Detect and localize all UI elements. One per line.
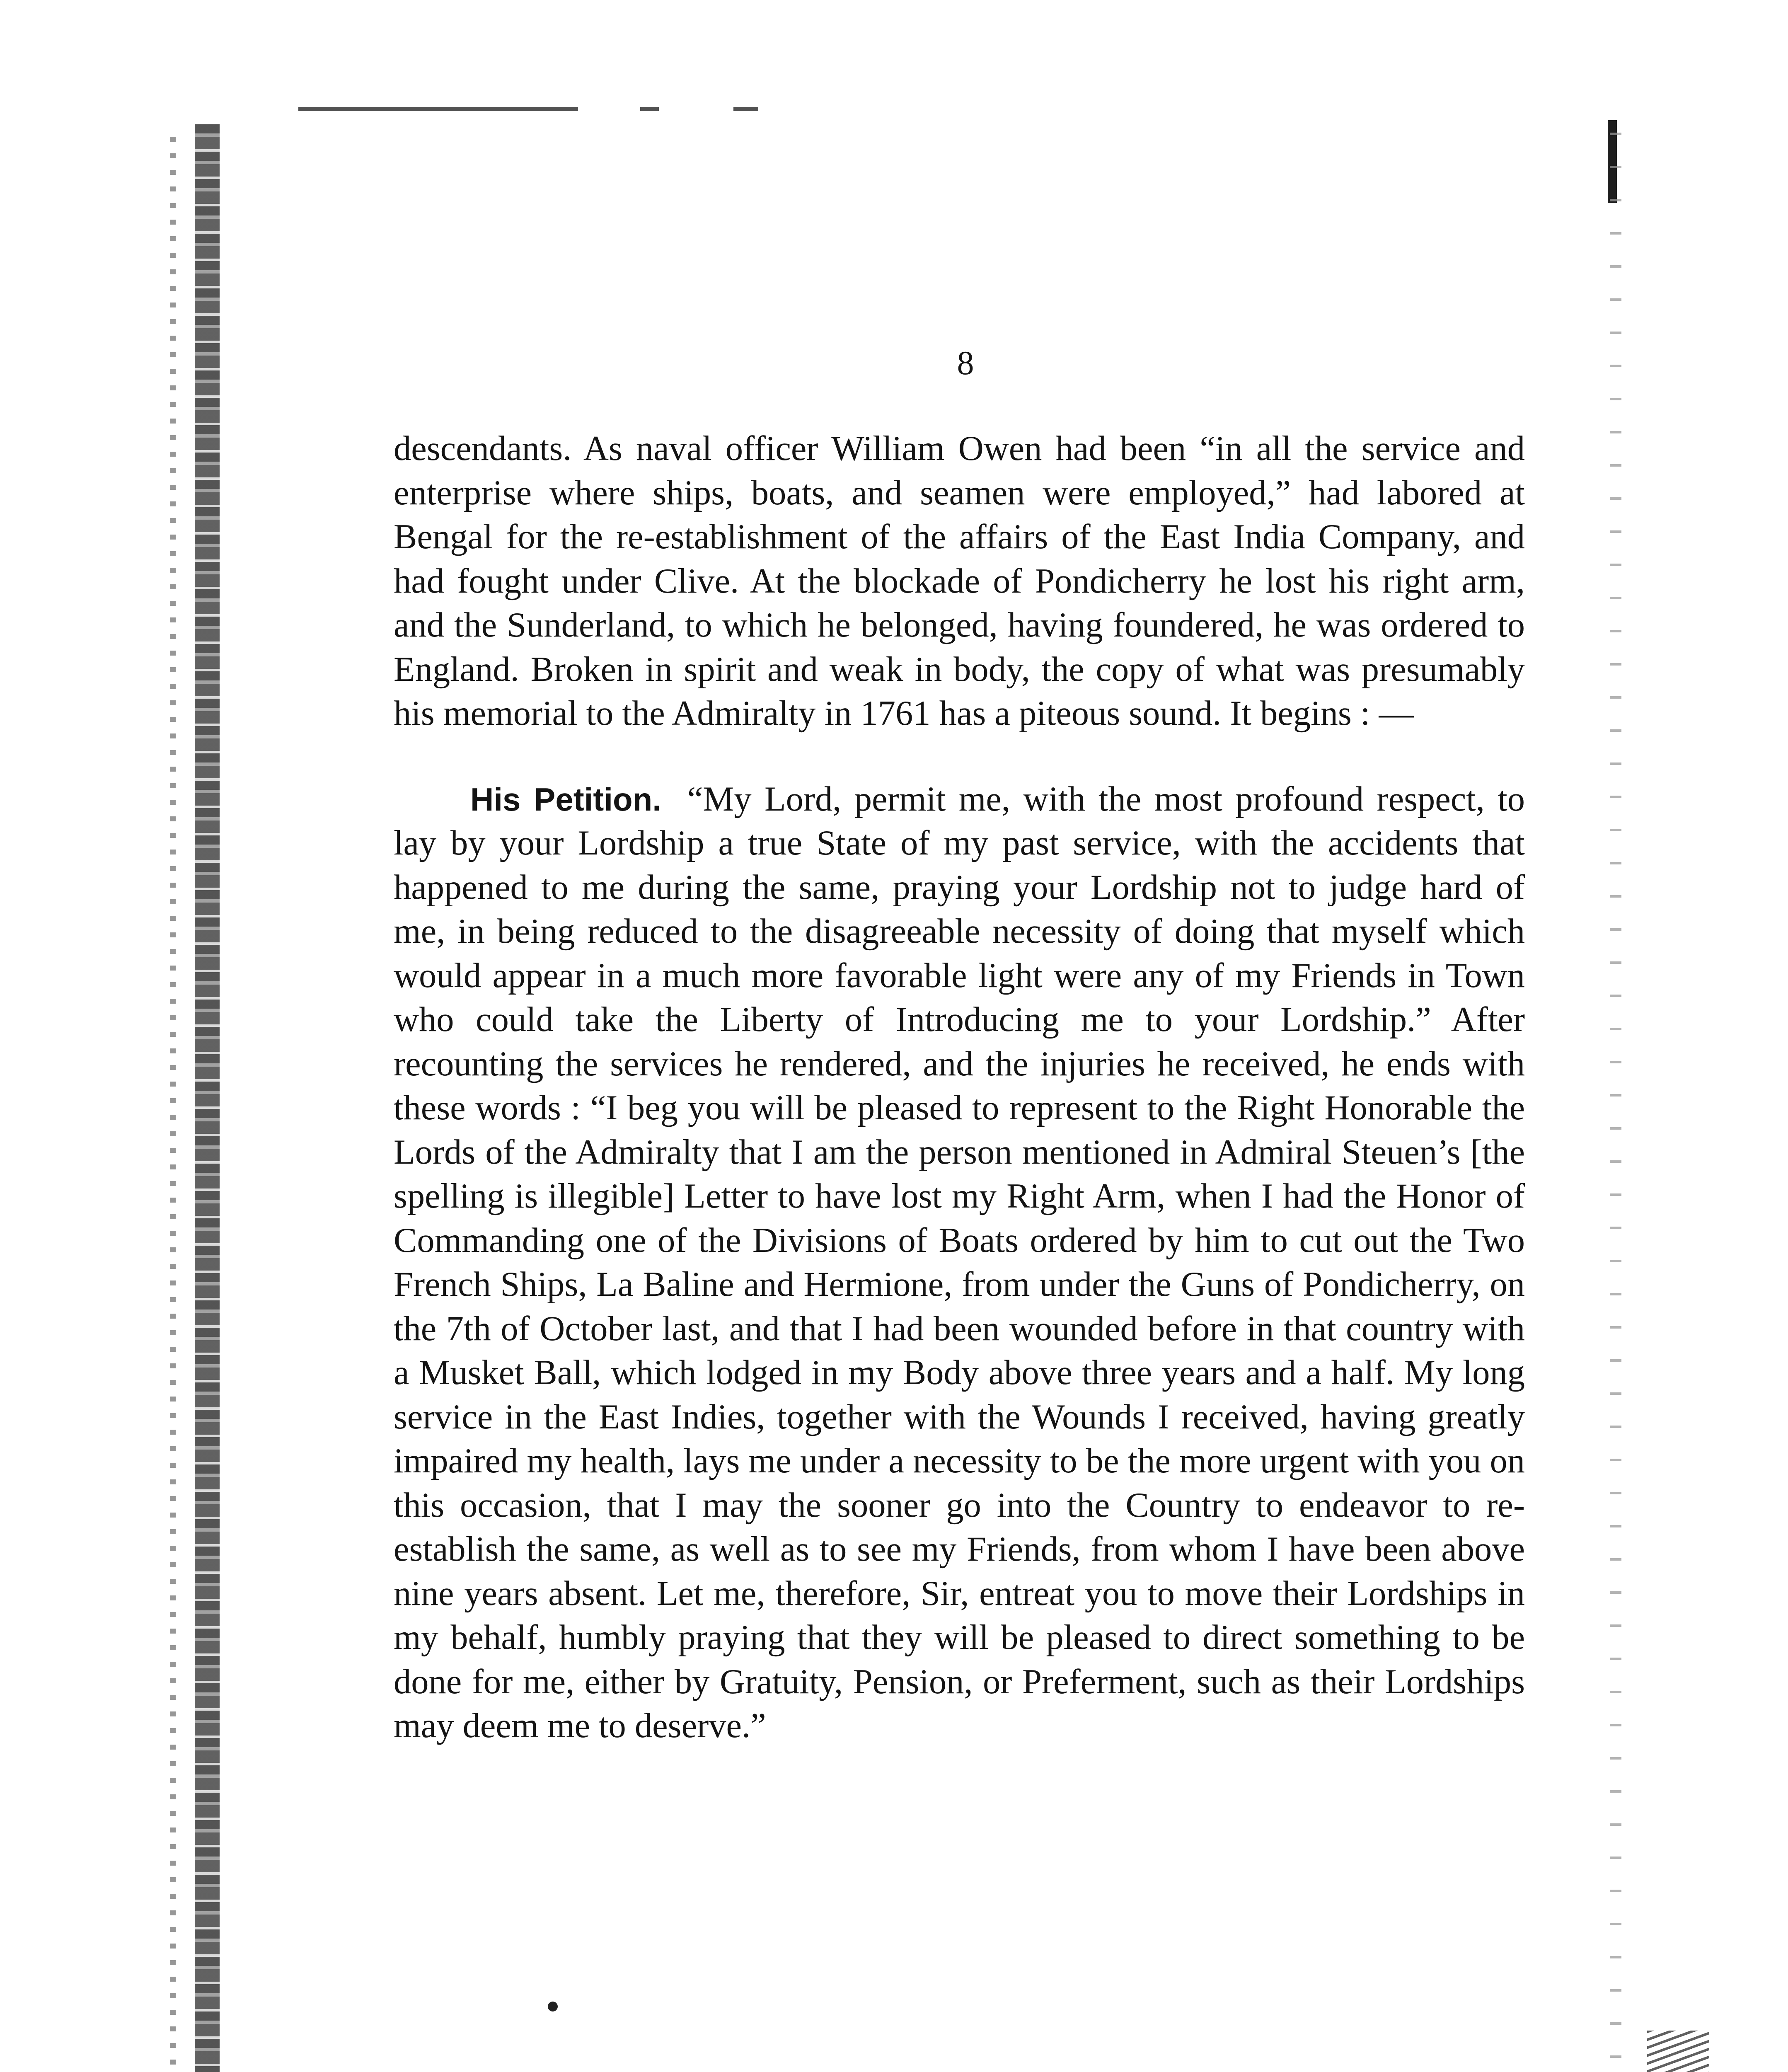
paragraph-petition bbox=[394, 777, 1525, 1748]
scan-left-edge-thin bbox=[170, 137, 176, 2072]
scan-right-edge-bottom bbox=[1647, 2031, 1709, 2072]
scan-ink-dot bbox=[548, 2002, 558, 2011]
side-heading: His Petition. bbox=[470, 781, 661, 818]
scan-top-rule bbox=[298, 107, 920, 111]
page-number: 8 bbox=[957, 344, 974, 382]
petition-text: “My Lord, permit me, with the most profound respect, to lay by your Lordship a true State of my past service, with the accidents that happened to me during the same, praying your Lordship not to judge hard of me, in being reduced to the disagreeable necessity of doing that myself which would appear in a much more favorable light were any of my Friends in Town who could take the Liberty of Introducing me to your Lordship.” After recounting the services he rendered, and the injuries he received, he ends with these words : “I beg you will be pleased to represent to the Right Honorable the Lords of the Admiralty that I am the person mentioned in Admiral Steuen’s [the spelling is illegible] Letter to have lost my Right Arm, when I had the Honor of Commanding one of the Divisions of Boats ordered by him to cut out the Two French Ships, La Baline and Hermione, from under the Guns of Pondicherry, on the 7th of October last, and that I had been wounded before in that country with a Musket Ball, which lodged in my Body above three years and a half. My long service in the East Indies, together with the Wounds I received, having greatly impaired my health, lays me under a necessity to be the more urgent with you on this occasion, that I may the sooner go into the Country to endeavor to re-establish the same, as well as to see my Friends, from whom I have been above nine years absent. Let me, therefore, Sir, entreat you to move their Lordships in my behalf, humbly praying that they will be pleased to direct something to be done for me, either by Gratuity, Pension, or Preferment, such as their Lordships may deem me to deserve.” bbox=[394, 779, 1525, 1745]
scan-right-edge bbox=[1610, 120, 1621, 2072]
paragraph-descendants: descendants. As naval officer William Owen had been “in all the service and enterprise where ships, boats, and seamen were employed,” had labored at Bengal for the re-establishment of the affairs of the East India Company, and had fought under Clive. At the blockade of Pondicherry he lost his right arm, and the Sunderland, to which he belonged, having foundered, he was ordered to England. Broken in spirit and weak in body, the copy of what was presumably his memorial to the Admiralty in 1761 has a piteous sound. It begins : — bbox=[394, 429, 1525, 733]
scan-left-edge bbox=[195, 124, 220, 2072]
body-text bbox=[394, 427, 1525, 1748]
